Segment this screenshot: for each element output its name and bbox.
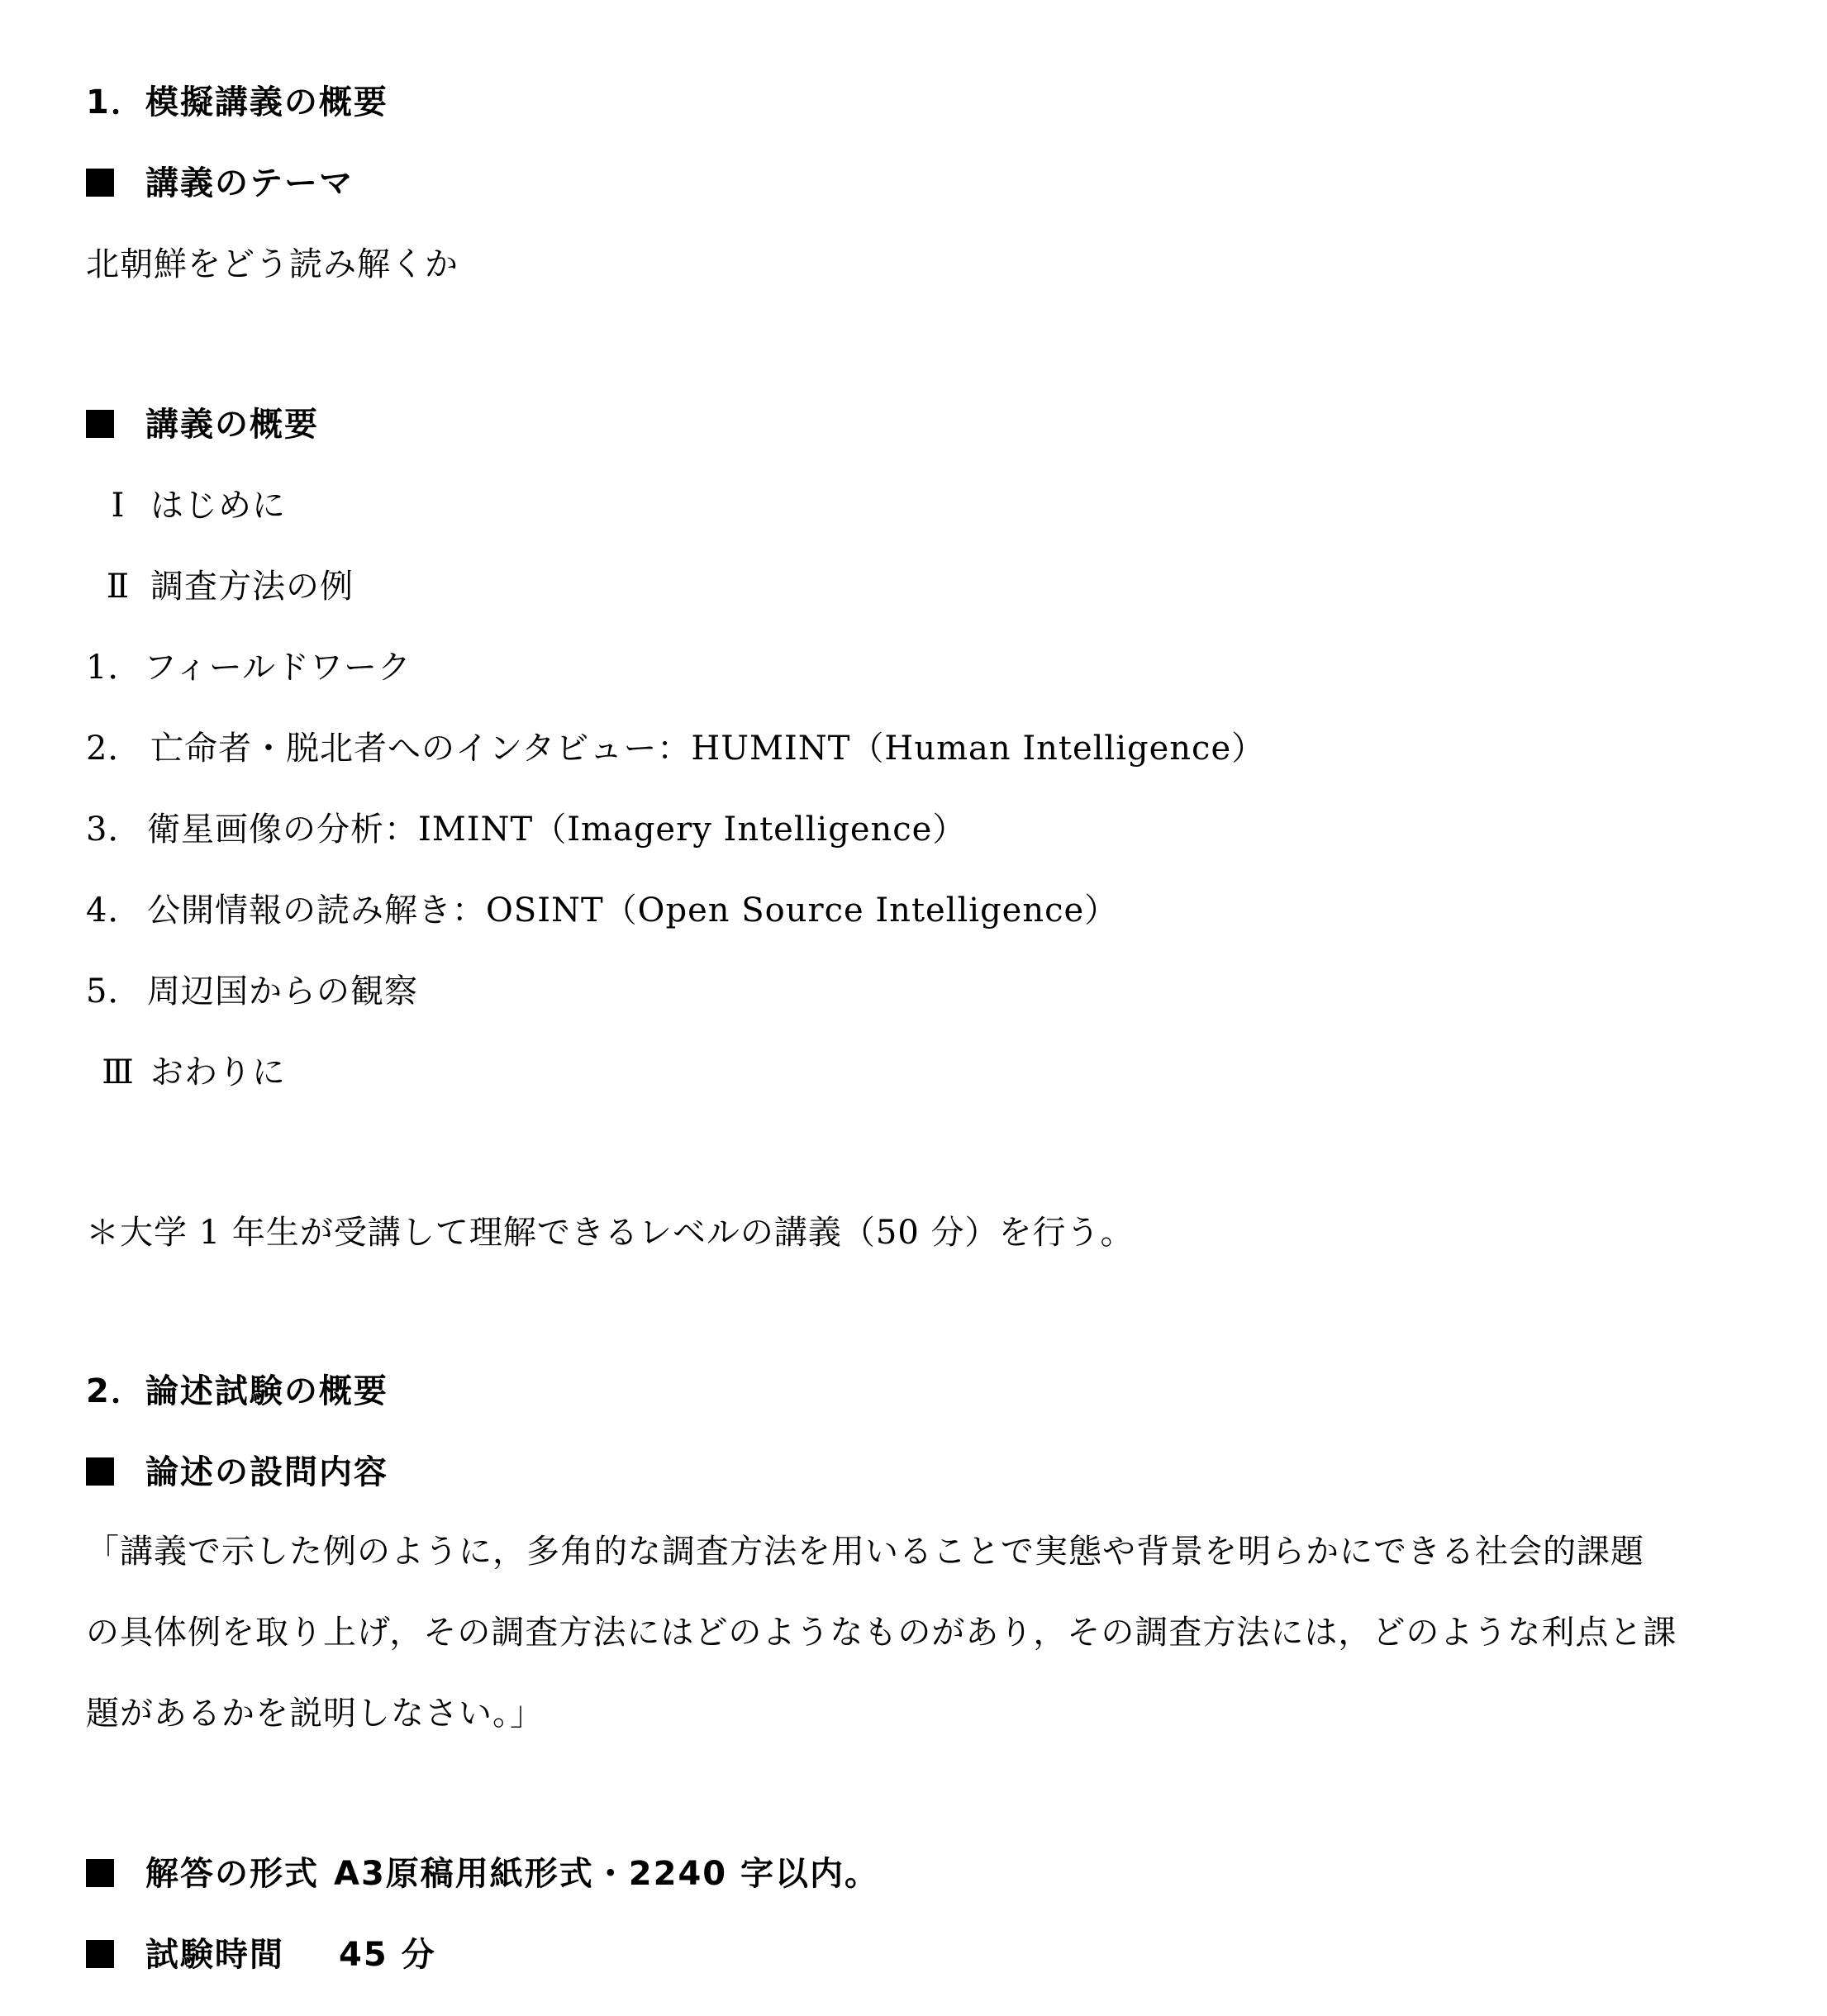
- answer-format-value: A3原稿用紙形式・2240 字以内。: [334, 1855, 880, 1893]
- outline-item: [86, 649, 412, 687]
- outline-item: [86, 811, 967, 849]
- outline-item-text: フィールドワーク: [144, 649, 412, 687]
- outline-item-number: 1．: [86, 649, 142, 687]
- outline-item-text: はじめに: [150, 487, 286, 525]
- square-bullet-icon: [86, 1457, 114, 1486]
- question-heading-row: [86, 1453, 388, 1491]
- question-line: 「講義で示した例のように，多角的な調査方法を用いることで実態や背景を明らかにできる社会的課題: [86, 1533, 1644, 1571]
- outline-item-text: 亡命者・脱北者へのインタビュー：HUMINT（Human Intelligence）: [150, 730, 1266, 768]
- exam-time-row: [86, 1936, 436, 1974]
- outline-item: [86, 892, 1119, 930]
- outline-item-number: Ⅰ: [111, 487, 126, 525]
- outline-item-number: 5．: [86, 972, 142, 1010]
- outline-item: [86, 730, 1266, 768]
- outline-item-text: 公開情報の読み解き：OSINT（Open Source Intelligence）: [147, 892, 1119, 930]
- question-line: の具体例を取り上げ，その調査方法にはどのようなものがあり，その調査方法には，どのような利点と課: [86, 1614, 1677, 1652]
- outline-item-text: おわりに: [150, 1053, 286, 1091]
- outline-item: [86, 487, 286, 525]
- section1-heading: 1．模擬講義の概要: [86, 83, 388, 121]
- outline-heading-row: [86, 406, 319, 444]
- answer-format-label: 解答の形式: [145, 1855, 319, 1893]
- lecture-theme: 北朝鮮をどう読み解くか: [86, 245, 459, 283]
- outline-item-number: Ⅲ: [102, 1053, 135, 1091]
- outline-item: [86, 568, 354, 606]
- exam-time-label: 試験時間: [145, 1936, 284, 1974]
- theme-heading-row: [86, 164, 354, 202]
- exam-time-value: 45 分: [339, 1936, 436, 1974]
- square-bullet-icon: [86, 1859, 114, 1887]
- outline-item: [86, 972, 418, 1010]
- outline-item: [86, 1053, 286, 1091]
- square-bullet-icon: [86, 169, 114, 197]
- outline-item-number: 4．: [86, 892, 142, 930]
- outline-item-text: 調査方法の例: [150, 568, 354, 606]
- outline-item-text: 衛星画像の分析：IMINT（Imagery Intelligence）: [147, 811, 967, 849]
- outline-item-number: 3．: [86, 811, 142, 849]
- theme-heading: 講義のテーマ: [145, 164, 354, 202]
- question-line: 題があるかを説明しなさい。」: [86, 1695, 544, 1733]
- outline-item-number: Ⅱ: [106, 568, 131, 606]
- outline-heading: 講義の概要: [145, 406, 319, 444]
- question-heading: 論述の設問内容: [145, 1453, 388, 1491]
- outline-item-number: 2．: [86, 730, 142, 768]
- section2-heading: 2．論述試験の概要: [86, 1372, 388, 1410]
- answer-format-row: [86, 1855, 880, 1893]
- outline-item-text: 周辺国からの観察: [147, 972, 418, 1010]
- square-bullet-icon: [86, 410, 114, 438]
- square-bullet-icon: [86, 1940, 114, 1968]
- lecture-note: ＊大学 1 年生が受講して理解できるレベルの講義（50 分）を行う。: [86, 1214, 1135, 1252]
